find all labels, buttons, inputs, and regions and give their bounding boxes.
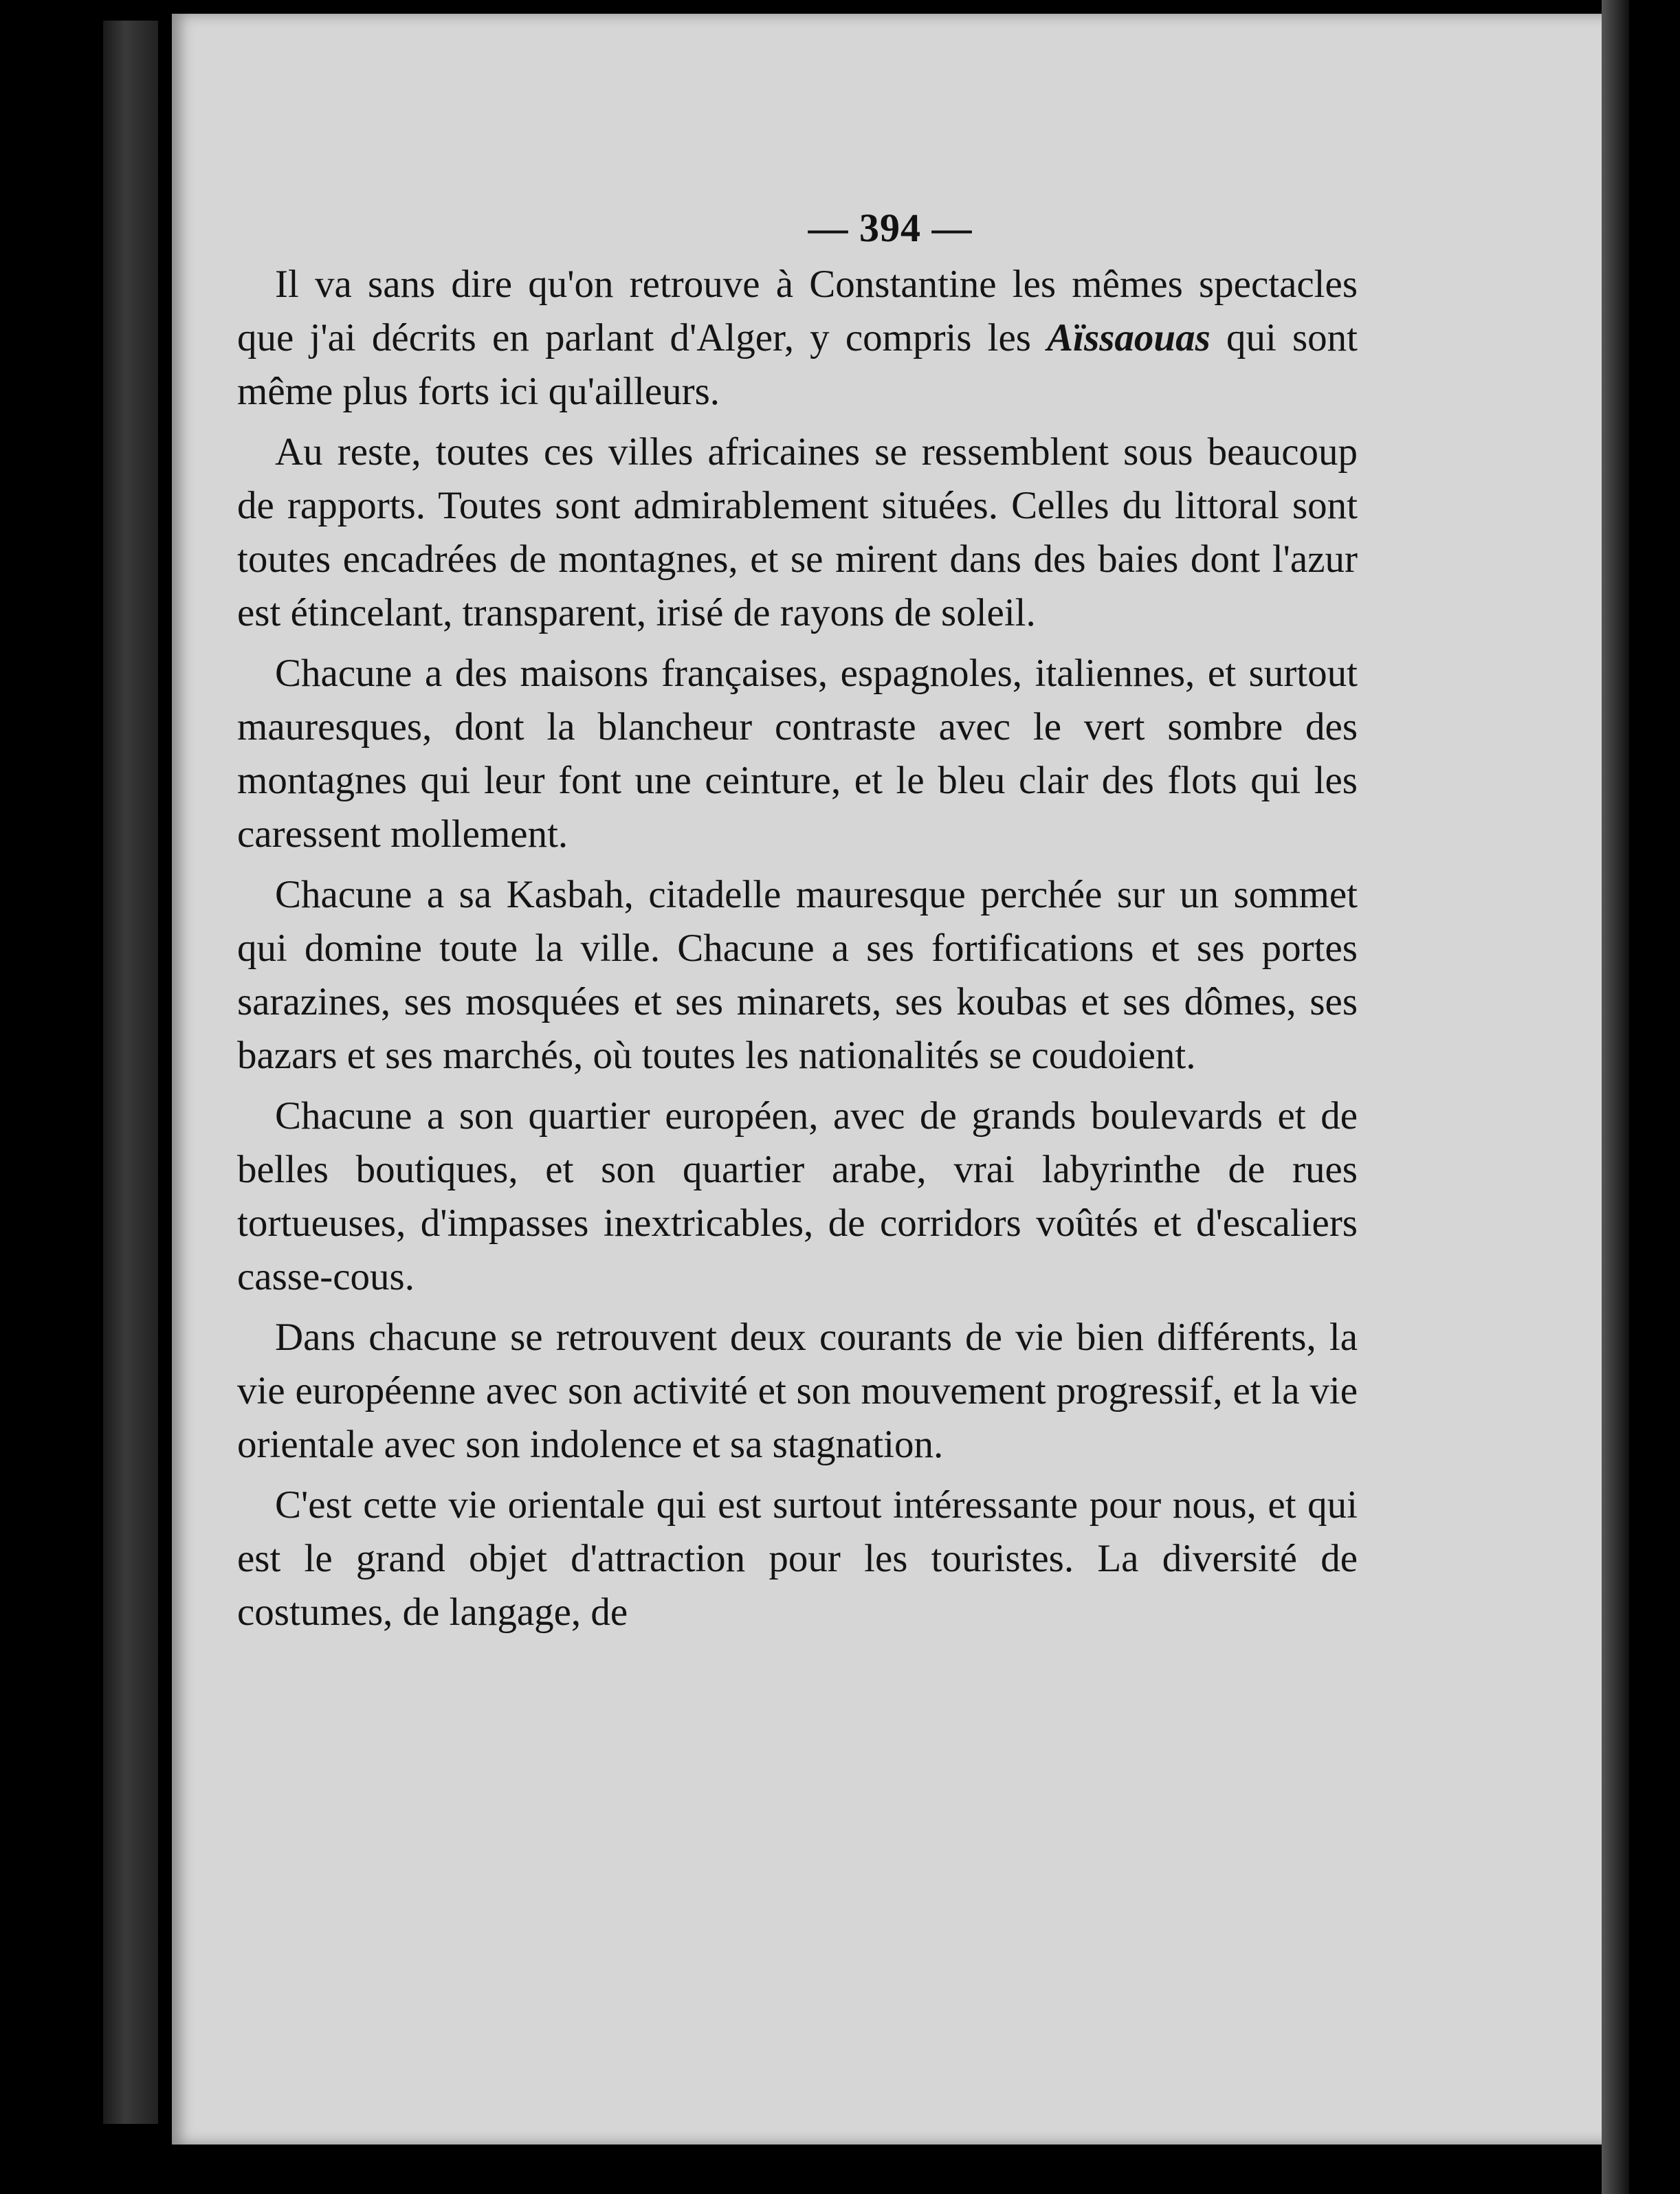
emphasized-term: Aïssaouas [1047, 316, 1211, 359]
paragraph-text: qui sont même plus forts ici qu'ailleurs. [237, 316, 1358, 413]
paragraph [237, 258, 1358, 419]
page-number: — 394 — [808, 206, 973, 250]
body-text [237, 258, 1358, 1646]
paragraph: Chacune a des maisons françaises, espagnoles, italiennes, et surtout mauresques, dont la blancheur contraste avec le vert sombre des montagnes qui leur font une ceinture, et le bleu clair des flots qui les caressent mollement. [237, 652, 1358, 856]
paragraph: Dans chacune se retrouvent deux courants de vie bien différents, la vie européenne avec son activité et son mouvement progressif, et la vie orientale avec son indolence et sa stagnation. [237, 1316, 1358, 1466]
paragraph: C'est cette vie orientale qui est surtout intéressante pour nous, et qui est le grand objet d'attraction pour les touristes. La diversité de costumes, de langage, de [237, 1483, 1358, 1634]
paragraph: Chacune a sa Kasbah, citadelle mauresque perchée sur un sommet qui domine toute la ville. Chacune a ses fortifications et ses portes sarazines, ses mosquées et ses minarets, ses koubas et ses dômes, ses bazars et ses marchés, où toutes les nationalités se coudoient. [237, 873, 1358, 1077]
page-fore-edge [1602, 0, 1629, 2194]
paragraph-text: Il va sans dire qu'on retrouve à Constantine les mêmes spectacles que j'ai décrits en parlant d'Alger, y compris les [237, 263, 1358, 359]
paragraph: Au reste, toutes ces villes africaines se ressemblent sous beaucoup de rapports. Toutes sont admirablement situées. Celles du littoral sont toutes encadrées de montagnes, et se mirent dans des baies dont l'azur est étincelant, transparent, irisé de rayons de soleil. [237, 430, 1358, 634]
paragraph: Chacune a son quartier européen, avec de grands boulevards et de belles boutiques, et son quartier arabe, vrai labyrinthe de rues tortueuses, d'impasses inextricables, de corridors voûtés et d'escaliers casse-cous. [237, 1094, 1358, 1298]
book-spine [103, 21, 158, 2124]
